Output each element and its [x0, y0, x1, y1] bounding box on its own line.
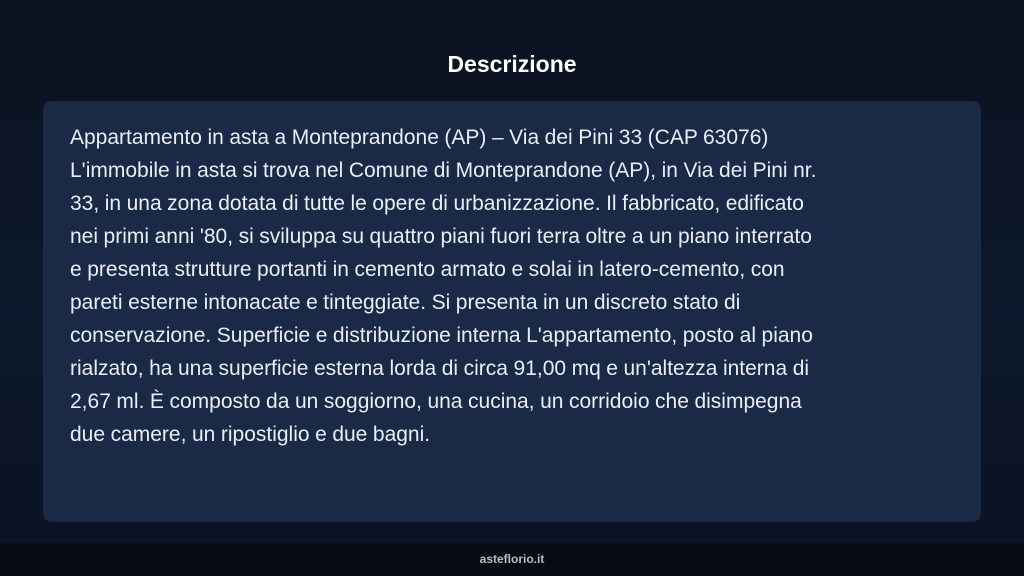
footer-bar: [0, 543, 1024, 576]
description-card: [43, 101, 981, 522]
footer-site-label: asteflorio.it: [479, 552, 545, 566]
description-text: Appartamento in asta a Monteprandone (AP) – Via dei Pini 33 (CAP 63076) L'immobile in asta si trova nel Comune di Monteprandone (AP), in Via dei Pini nr. 33, in una zona dotata di tutte le opere di urbanizzazione. Il fabbricato, edificato nei primi anni '80, si sviluppa su quattro piani fuori terra oltre a un piano interrato e presenta strutture portanti in cemento armato e solai in latero-cemento, con pareti esterne intonacate e tinteggiate. Si presenta in un discreto stato di conservazione. Superficie e distribuzione interna L'appartamento, posto al piano rialzato, ha una superficie esterna lorda di circa 91,00 mq e un'altezza interna di 2,67 ml. È composto da un soggiorno, una cucina, un corridoio che disimpegna due camere, un ripostiglio e due bagni.: [70, 126, 817, 446]
page-title: Descrizione: [447, 51, 577, 77]
